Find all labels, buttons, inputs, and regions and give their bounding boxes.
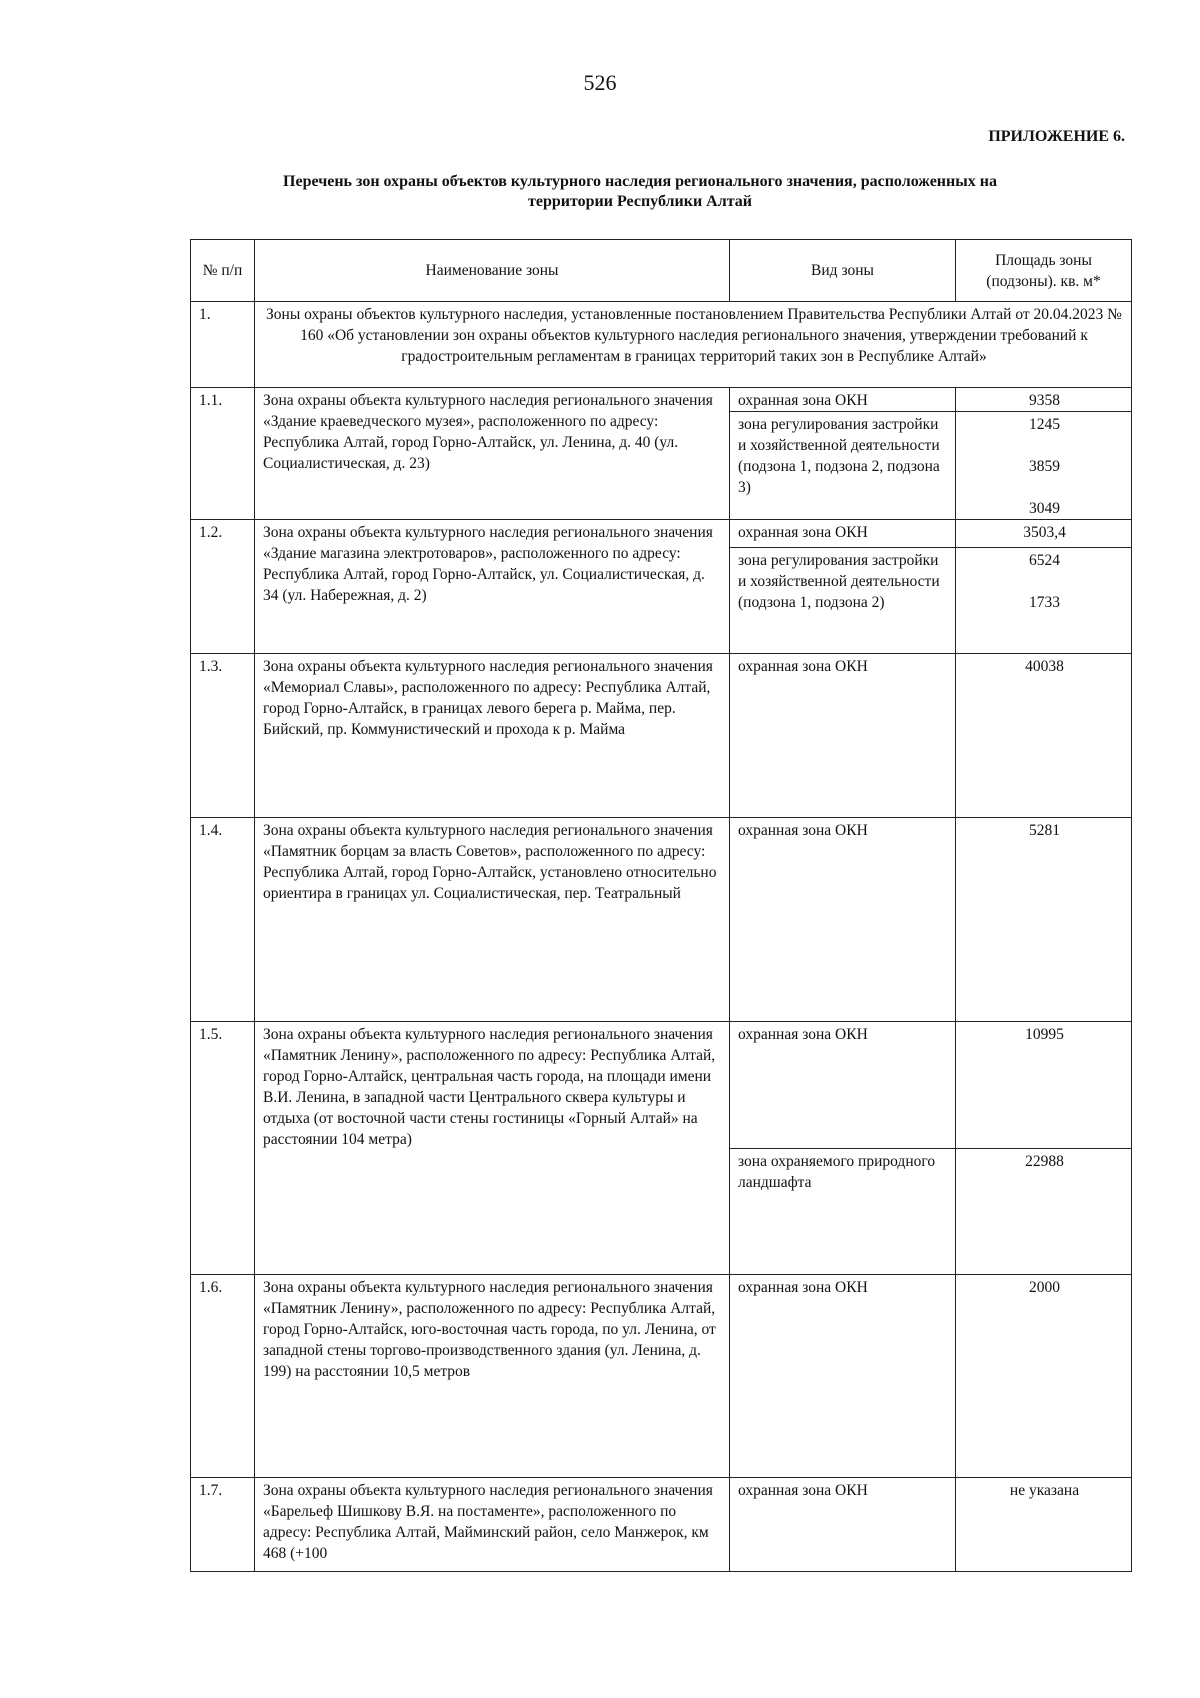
section-row: [191, 302, 1132, 388]
zone-name: Зона охраны объекта культурного наследия регионального значения «Памятник Ленину», расположенного по адресу: Республика Алтай, город Горно-Алтайск, юго-восточная часть города, по ул. Ленина, от западной стены торгово-производственного здания (ул. Ленина, д. 199) на расстоянии 10,5 метров: [255, 1275, 730, 1478]
title-line-2: территории Республики Алтай: [528, 193, 752, 210]
zone-area: 40038: [956, 654, 1132, 818]
row-num: 1.1.: [191, 388, 255, 520]
zone-type: охранная зона ОКН: [730, 1022, 956, 1149]
title-line-1: Перечень зон охраны объектов культурного наследия регионального значения, расположенных на: [283, 173, 997, 190]
section-num: 1.: [191, 302, 255, 388]
zone-name: Зона охраны объекта культурного наследия регионального значения «Барельеф Шишкову В.Я. на постаменте», расположенного по адресу: Республика Алтай, Майминский район, село Манжерок, км 468 (+100: [255, 1478, 730, 1572]
zone-area: 3503,4: [956, 520, 1132, 548]
section-text: Зоны охраны объектов культурного наследия, установленные постановлением Правительства Республики Алтай от 20.04.2023 № 160 «Об установлении зон охраны объектов культурного наследия регионального значения, утверждении требований к градостроительным регламентам в границах территорий таких зон в Республике Алтай»: [255, 302, 1132, 388]
table-row: [191, 388, 1132, 412]
table-row: [191, 818, 1132, 1022]
zone-type: зона регулирования застройки и хозяйственной деятельности (подзона 1, подзона 2): [730, 548, 956, 654]
subzone-area-3: 3049: [1029, 500, 1060, 517]
header-area: Площадь зоны (подзоны). кв. м*: [956, 240, 1132, 302]
zone-type: охранная зона ОКН: [730, 388, 956, 412]
zone-name: Зона охраны объекта культурного наследия регионального значения «Памятник борцам за власть Советов», расположенного по адресу: Республика Алтай, город Горно-Алтайск, установлено относительно ориентира в границах ул. Социалистическая, пер. Театральный: [255, 818, 730, 1022]
zone-area: [956, 548, 1132, 654]
zone-name: Зона охраны объекта культурного наследия регионального значения «Мемориал Славы», расположенного по адресу: Республика Алтай, город Горно-Алтайск, в границах левого берега р. Майма, пер. Бийский, пр. Коммунистический и прохода к р. Майма: [255, 654, 730, 818]
zone-type: охранная зона ОКН: [730, 520, 956, 548]
page-number: 526: [583, 70, 617, 95]
subzone-area-2: 1733: [1029, 594, 1060, 611]
zone-area: не указана: [956, 1478, 1132, 1572]
zone-type: охранная зона ОКН: [730, 1478, 956, 1572]
zone-area: 2000: [956, 1275, 1132, 1478]
zones-table: [190, 239, 1132, 1572]
zone-type: охранная зона ОКН: [730, 654, 956, 818]
subzone-area-1: 1245: [1029, 416, 1060, 433]
table-header-row: [191, 240, 1132, 302]
table-row: [191, 1478, 1132, 1572]
table-row: [191, 1275, 1132, 1478]
zone-name: Зона охраны объекта культурного наследия регионального значения «Здание магазина электротоваров», расположенного по адресу: Республика Алтай, город Горно-Алтайск, ул. Социалистическая, д. 34 (ул. Набережная, д. 2): [255, 520, 730, 654]
header-type: Вид зоны: [730, 240, 956, 302]
header-name: Наименование зоны: [255, 240, 730, 302]
subzone-area-1: 6524: [1029, 552, 1060, 569]
zone-area: 22988: [956, 1149, 1132, 1275]
row-num: 1.5.: [191, 1022, 255, 1275]
zone-area: 10995: [956, 1022, 1132, 1149]
header-num: № п/п: [191, 240, 255, 302]
zone-area: 9358: [956, 388, 1132, 412]
zone-name: Зона охраны объекта культурного наследия регионального значения «Здание краеведческого музея», расположенного по адресу: Республика Алтай, город Горно-Алтайск, ул. Ленина, д. 40 (ул. Социалистическая, д. 23): [255, 388, 730, 520]
zone-type: охранная зона ОКН: [730, 1275, 956, 1478]
table-row: [191, 520, 1132, 548]
zone-area: 5281: [956, 818, 1132, 1022]
table-row: [191, 1022, 1132, 1149]
zone-type: зона охраняемого природного ландшафта: [730, 1149, 956, 1275]
zone-type: охранная зона ОКН: [730, 818, 956, 1022]
row-num: 1.4.: [191, 818, 255, 1022]
zone-name: Зона охраны объекта культурного наследия регионального значения «Памятник Ленину», расположенного по адресу: Республика Алтай, город Горно-Алтайск, центральная часть города, на площади имени В.И. Ленина, в западной части Центрального сквера культуры и отдыха (от восточной части стены гостиницы «Горный Алтай» на расстоянии 104 метра): [255, 1022, 730, 1275]
table-row: [191, 654, 1132, 818]
row-num: 1.6.: [191, 1275, 255, 1478]
document-title: [190, 172, 1090, 212]
row-num: 1.7.: [191, 1478, 255, 1572]
subzone-area-2: 3859: [1029, 458, 1060, 475]
zone-area: [956, 412, 1132, 520]
row-num: 1.2.: [191, 520, 255, 654]
row-num: 1.3.: [191, 654, 255, 818]
zone-type: зона регулирования застройки и хозяйственной деятельности (подзона 1, подзона 2, подзона 3): [730, 412, 956, 520]
appendix-label: ПРИЛОЖЕНИЕ 6.: [988, 128, 1125, 145]
